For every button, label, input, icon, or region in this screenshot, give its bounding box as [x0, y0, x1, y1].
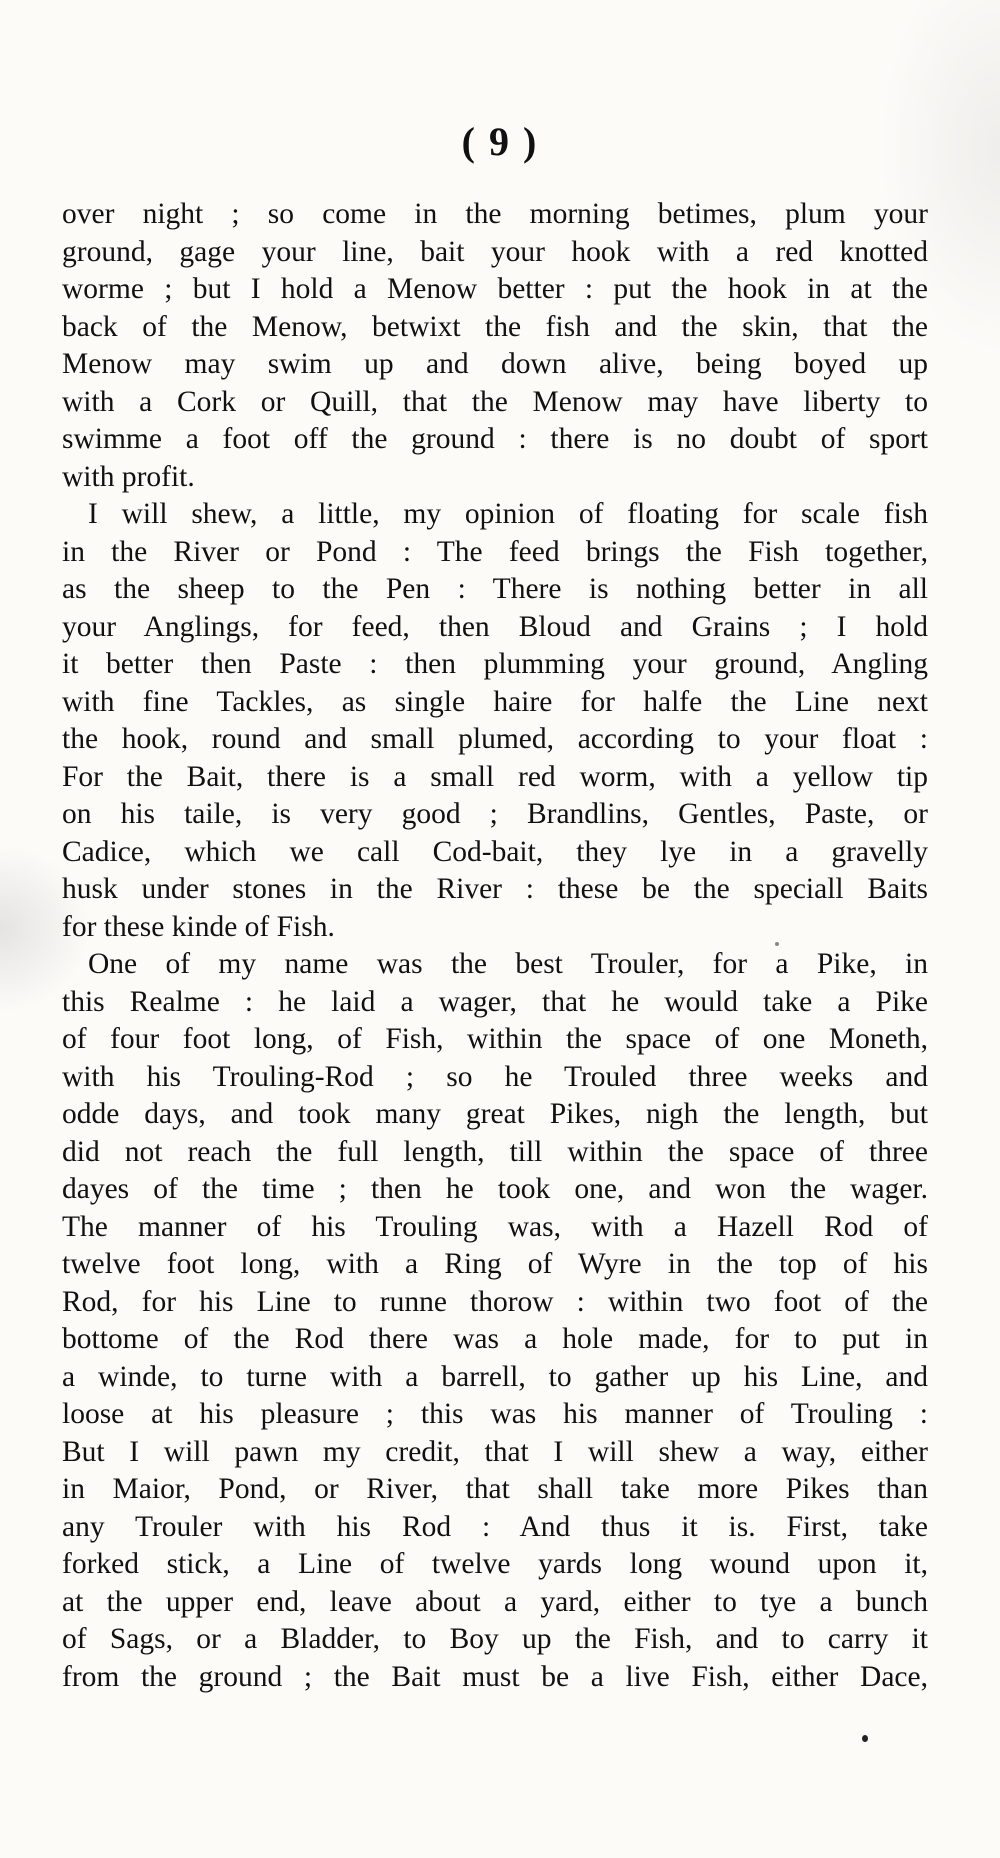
ink-speck	[775, 942, 779, 946]
body-text	[62, 196, 928, 1696]
text-line: worme ; but I hold a Menow better : put the hook in at the	[62, 273, 928, 305]
text-line: any Trouler with his Rod : And thus it is. First, take	[62, 1510, 928, 1543]
text-line: Menow may swim up and down alive, being boyed up	[62, 348, 928, 380]
text-line: for these kinde of Fish.	[62, 910, 335, 943]
text-line: your Anglings, for feed, then Bloud and Grains ; I hold	[62, 610, 928, 643]
page-number: ( 9 )	[461, 119, 539, 164]
text-line: husk under stones in the River : these be the speciall Baits	[62, 873, 928, 905]
text-line: swimme a foot off the ground : there is no doubt of sport	[62, 423, 928, 455]
text-line: One of my name was the best Trouler, for a Pike, in	[88, 948, 928, 980]
text-line: Cadice, which we call Cod-bait, they lye in a gravelly	[62, 835, 928, 868]
text-line: as the sheep to the Pen : There is nothing better in all	[62, 573, 928, 605]
text-line: odde days, and took many great Pikes, nigh the length, but	[62, 1098, 928, 1130]
text-line: it better then Paste : then plumming your ground, Angling	[62, 648, 928, 680]
text-line: The manner of his Trouling was, with a Hazell Rod of	[62, 1210, 928, 1243]
text-line: forked stick, a Line of twelve yards long wound upon it,	[62, 1548, 928, 1580]
text-line: with his Trouling-Rod ; so he Trouled three weeks and	[62, 1060, 928, 1093]
text-line: on his taile, is very good ; Brandlins, Gentles, Paste, or	[62, 798, 928, 830]
text-line: this Realme : he laid a wager, that he would take a Pike	[62, 985, 928, 1018]
text-line: in the River or Pond : The feed brings the Fish together,	[62, 535, 928, 568]
ink-speck	[862, 1735, 868, 1742]
text-line: loose at his pleasure ; this was his manner of Trouling :	[62, 1398, 928, 1430]
text-line: did not reach the full length, till within the space of three	[62, 1135, 928, 1168]
text-line: twelve foot long, with a Ring of Wyre in the top of his	[62, 1248, 928, 1280]
text-line: a winde, to turne with a barrell, to gather up his Line, and	[62, 1360, 928, 1393]
text-line: with a Cork or Quill, that the Menow may have liberty to	[62, 385, 928, 418]
text-line: of four foot long, of Fish, within the space of one Moneth,	[62, 1023, 928, 1055]
text-line: the hook, round and small plumed, according to your float :	[62, 723, 928, 755]
text-line: with profit.	[62, 460, 195, 493]
text-line: of Sags, or a Bladder, to Boy up the Fish, and to carry it	[62, 1623, 928, 1655]
text-line: back of the Menow, betwixt the fish and the skin, that the	[62, 310, 928, 343]
text-line: over night ; so come in the morning betimes, plum your	[62, 198, 928, 230]
text-line: dayes of the time ; then he took one, and won the wager.	[62, 1173, 928, 1205]
text-line: with fine Tackles, as single haire for halfe the Line next	[62, 685, 928, 718]
text-line: Rod, for his Line to runne thorow : within two foot of the	[62, 1285, 928, 1318]
text-line: bottome of the Rod there was a hole made, for to put in	[62, 1323, 928, 1355]
text-line: ground, gage your line, bait your hook with a red knotted	[62, 235, 928, 268]
text-line: I will shew, a little, my opinion of floating for scale fish	[88, 498, 928, 530]
text-line: For the Bait, there is a small red worm, with a yellow tip	[62, 760, 928, 793]
text-line: at the upper end, leave about a yard, either to tye a bunch	[62, 1585, 928, 1618]
text-line: in Maior, Pond, or River, that shall take more Pikes than	[62, 1473, 928, 1505]
text-line: from the ground ; the Bait must be a live Fish, either Dace,	[62, 1660, 928, 1693]
text-line: But I will pawn my credit, that I will shew a way, either	[62, 1435, 928, 1468]
